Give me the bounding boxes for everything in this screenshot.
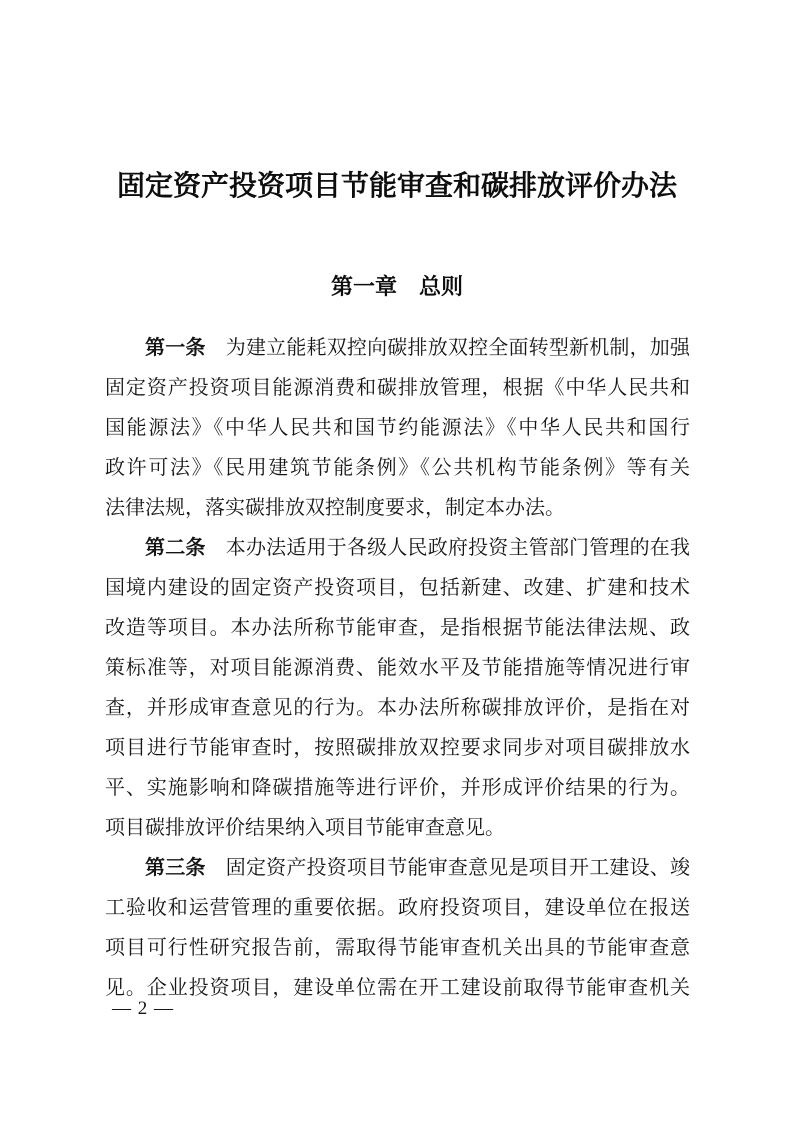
text-line: 查，并形成审查意见的行为。本办法所称碳排放评价，是指在对 — [105, 697, 690, 719]
text-line: 见。企业投资项目，建设单位需在开工建设前取得节能审查机关 — [105, 977, 690, 999]
text-line: 固定资产投资项目能源消费和碳排放管理，根据《中华人民共和 — [105, 377, 690, 399]
text-line: 第三条 固定资产投资项目节能审查意见是项目开工建设、竣 — [145, 857, 690, 879]
text-line: 第二条 本办法适用于各级人民政府投资主管部门管理的在我 — [145, 537, 690, 559]
article-label: 第二条 — [145, 537, 206, 559]
paragraph — [105, 528, 690, 848]
text-line: 国境内建设的固定资产投资项目，包括新建、改建、扩建和技术 — [105, 577, 690, 599]
document-title: 固定资产投资项目节能审查和碳排放评价办法 — [116, 171, 677, 202]
text-line: 法律法规，落实碳排放双控制度要求，制定本办法。 — [105, 497, 565, 519]
text-line: 平、实施影响和降碳措施等进行评价，并形成评价结果的行为。 — [105, 777, 690, 799]
text-line: 国能源法》《中华人民共和国节约能源法》《中华人民共和国行 — [105, 417, 690, 439]
paragraph — [105, 848, 690, 1008]
document-body — [105, 328, 690, 1008]
article-label: 第三条 — [145, 857, 206, 879]
page-number: — 2 — — [112, 998, 174, 1019]
chapter-heading: 第一章 总则 — [330, 274, 463, 299]
text-line: 项目进行节能审查时，按照碳排放双控要求同步对项目碳排放水 — [105, 737, 690, 759]
text-line: 第一条 为建立能耗双控向碳排放双控全面转型新机制，加强 — [145, 337, 690, 359]
text-line: 项目碳排放评价结果纳入项目节能审查意见。 — [105, 817, 505, 839]
text-line: 策标准等，对项目能源消费、能效水平及节能措施等情况进行审 — [105, 657, 690, 679]
text-line: 政许可法》《民用建筑节能条例》《公共机构节能条例》等有关 — [105, 457, 690, 479]
article-label: 第一条 — [145, 337, 206, 359]
text-line: 工验收和运营管理的重要依据。政府投资项目，建设单位在报送 — [105, 897, 690, 919]
text-line: 项目可行性研究报告前，需取得节能审查机关出具的节能审查意 — [105, 937, 690, 959]
paragraph — [105, 328, 690, 528]
text-line: 改造等项目。本办法所称节能审查，是指根据节能法律法规、政 — [105, 617, 690, 639]
